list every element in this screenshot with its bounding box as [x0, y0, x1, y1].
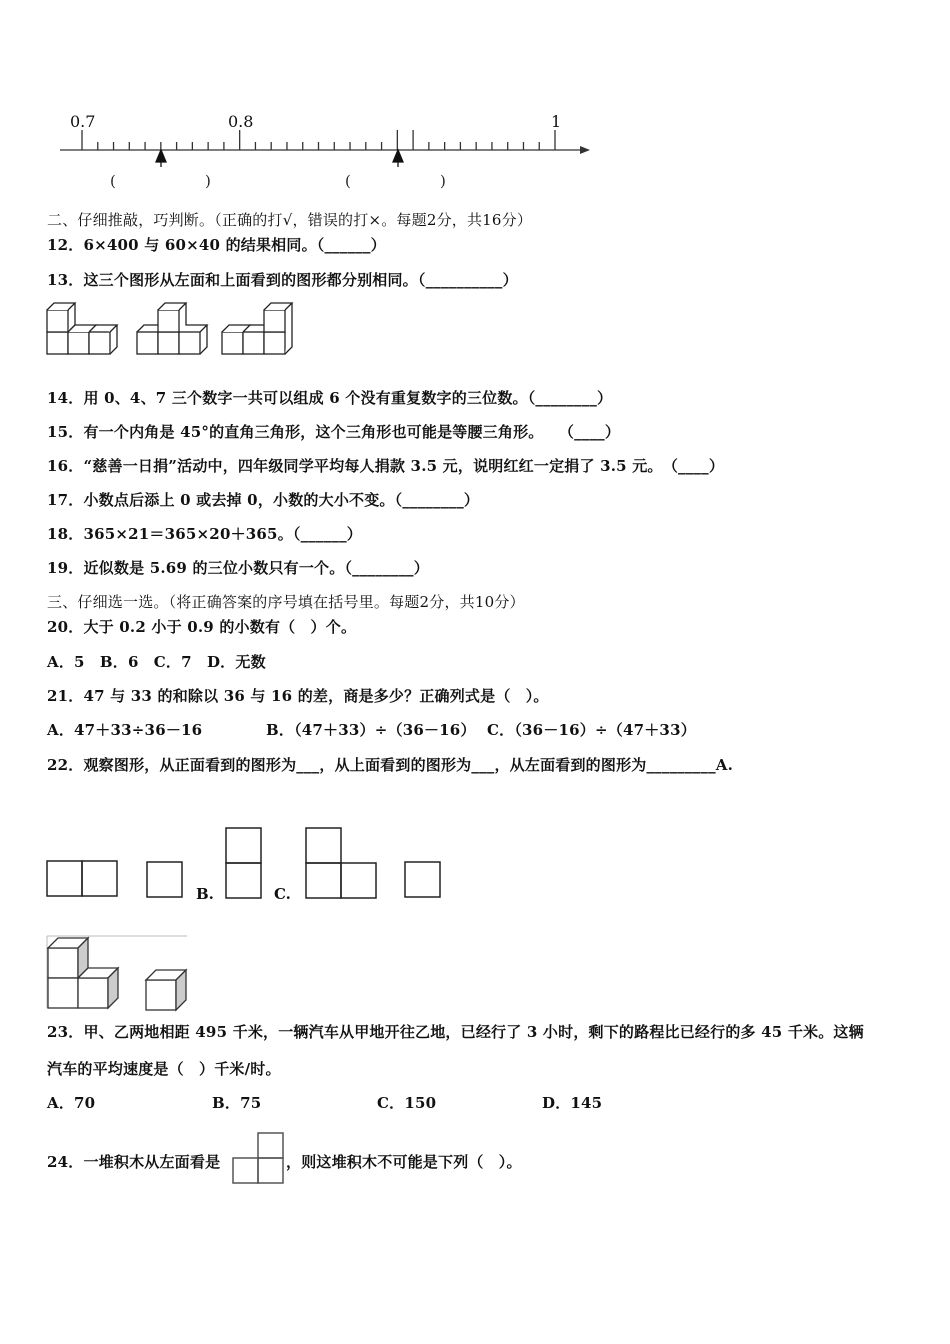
question-12: 12．6×400 与 60×40 的结果相同。（______）: [47, 236, 386, 254]
tick-label-0-8: 0.8: [228, 112, 254, 131]
question-23-line1: 23．甲、乙两地相距 495 千米，一辆汽车从甲地开往乙地，已经行了 3 小时，剩下的路程比已经行的多 45 千米。这辆: [47, 1023, 864, 1041]
question-20-options: A．5 B．6 C．7 D．无数: [47, 653, 266, 671]
question-21-option-c: C．（36－16）÷（47＋33）: [487, 721, 696, 739]
cube-figure-2: [137, 303, 207, 354]
question-13: 13．这三个图形从左面和上面看到的图形都分别相同。（__________）: [47, 271, 518, 289]
number-line-svg: [40, 105, 640, 195]
answer-blank-left-close[interactable]: ): [205, 172, 211, 190]
tick-label-0-7: 0.7: [70, 112, 96, 131]
question-19: 19．近似数是 5.69 的三位小数只有一个。（________）: [47, 559, 429, 577]
view-figures-q22: [40, 820, 460, 910]
question-23-option-a: A．70: [47, 1094, 96, 1112]
question-14: 14．用 0、4、7 三个数字一共可以组成 6 个没有重复数字的三位数。（________）: [47, 389, 613, 407]
question-23-line2: 汽车的平均速度是（ ）千米/时。: [47, 1060, 281, 1078]
cube-figure-q22: [40, 930, 240, 1015]
question-24-text-after: ，则这堆积木不可能是下列（ ）。: [286, 1153, 522, 1171]
section3-heading: 三、仔细选一选。（将正确答案的序号填在括号里。每题2分，共10分）: [47, 593, 525, 611]
option-b-label: B.: [196, 885, 214, 903]
section2-heading: 二、仔细推敲，巧判断。（正确的打√，错误的打×。每题2分，共16分）: [47, 211, 533, 229]
tick-label-1: 1: [551, 112, 562, 131]
left-view-shape-q24: [230, 1131, 290, 1187]
question-21-option-a: A．47＋33÷36－16: [47, 721, 203, 739]
question-22: 22．观察图形，从正面看到的图形为___，从上面看到的图形为___，从左面看到的图形为_________A.: [47, 756, 734, 774]
cube-figure-3: [222, 303, 292, 354]
option-a-shape-right: [82, 861, 117, 896]
question-16: 16．“慈善一日捐”活动中，四年级同学平均每人捐款 3.5 元，说明红红一定捐了 3.5 元。 （____）: [47, 457, 725, 475]
question-21: 21．47 与 33 的和除以 36 与 16 的差，商是多少？正确列式是（ ）。: [47, 687, 549, 705]
answer-blank-right-open[interactable]: (: [345, 172, 351, 190]
question-24-text-before: 24．一堆积木从左面看是: [47, 1153, 221, 1171]
question-23-option-d: D．145: [542, 1094, 603, 1112]
question-21-option-b: B．（47＋33）÷（36－16）: [266, 721, 476, 739]
question-15: 15．有一个内角是 45°的直角三角形，这个三角形也可能是等腰三角形。 （____）: [47, 423, 621, 441]
cube-figures-q13: [40, 295, 310, 365]
option-a-shape-left: [47, 861, 82, 896]
cube-figure-1: [47, 303, 117, 354]
question-23-option-b: B．75: [212, 1094, 262, 1112]
question-18: 18．365×21＝365×20＋365。（______）: [47, 525, 362, 543]
question-23-option-c: C．150: [377, 1094, 437, 1112]
question-17: 17．小数点后添上 0 或去掉 0，小数的大小不变。（________）: [47, 491, 480, 509]
question-20: 20．大于 0.2 小于 0.9 的小数有（ ）个。: [47, 618, 357, 636]
answer-blank-left-open[interactable]: (: [110, 172, 116, 190]
answer-blank-right-close[interactable]: ): [440, 172, 446, 190]
option-c-label: C.: [274, 885, 291, 903]
